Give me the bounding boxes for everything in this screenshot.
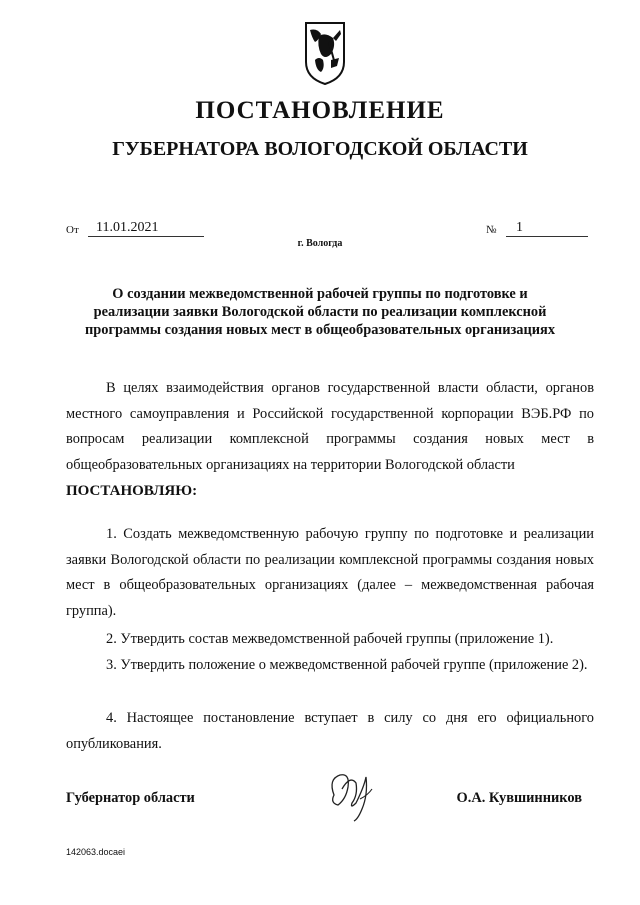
handwritten-signature-icon (320, 765, 380, 823)
document-code: 142063.docaei (66, 847, 126, 857)
document-title: ПОСТАНОВЛЕНИЕ (195, 97, 445, 124)
document-subtitle: ГУБЕРНАТОРА ВОЛОГОДСКОЙ ОБЛАСТИ (112, 138, 528, 160)
document-city: г. Вологда (297, 238, 343, 249)
date-prefix: От (66, 224, 79, 236)
resolve-heading: ПОСТАНОВЛЯЮ: (66, 483, 198, 499)
document-date: 11.01.2021 (88, 220, 204, 237)
subject-line: О создании межведомственной рабочей группы по подготовке и (112, 286, 528, 302)
signatory-name: О.А. Кувшинников (456, 790, 582, 806)
number-prefix: № (486, 224, 497, 236)
preamble-paragraph: В целях взаимодействия органов государственной власти области, органов местного самоуправления и Российской государственной корпорации ВЭБ.РФ по вопросам реализации комплексной программы создания новых мест в общеобразовательных организациях на территории Вологодской области (66, 380, 594, 473)
signatory-position: Губернатор области (66, 790, 195, 806)
resolution-item: 1. Создать межведомственную рабочую группу по подготовке и реализации заявки Вологодской области по реализации комплексной программы создания новых мест в общеобразовательных организациях (далее – межведомственная рабочая группа). (66, 526, 594, 619)
coat-of-arms-icon (303, 20, 347, 86)
document-number: 1 (506, 220, 588, 237)
resolution-item: 3. Утвердить положение о межведомственной рабочей группе (приложение 2). (106, 657, 588, 673)
resolution-item: 2. Утвердить состав межведомственной рабочей группы (приложение 1). (106, 631, 554, 647)
subject-line: программы создания новых мест в общеобразовательных организациях (84, 322, 556, 338)
resolution-item: 4. Настоящее постановление вступает в силу со дня его официального опубликования. (66, 710, 594, 752)
document-subject (60, 285, 580, 339)
subject-line: реализации заявки Вологодской области по реализации комплексной (93, 304, 547, 320)
